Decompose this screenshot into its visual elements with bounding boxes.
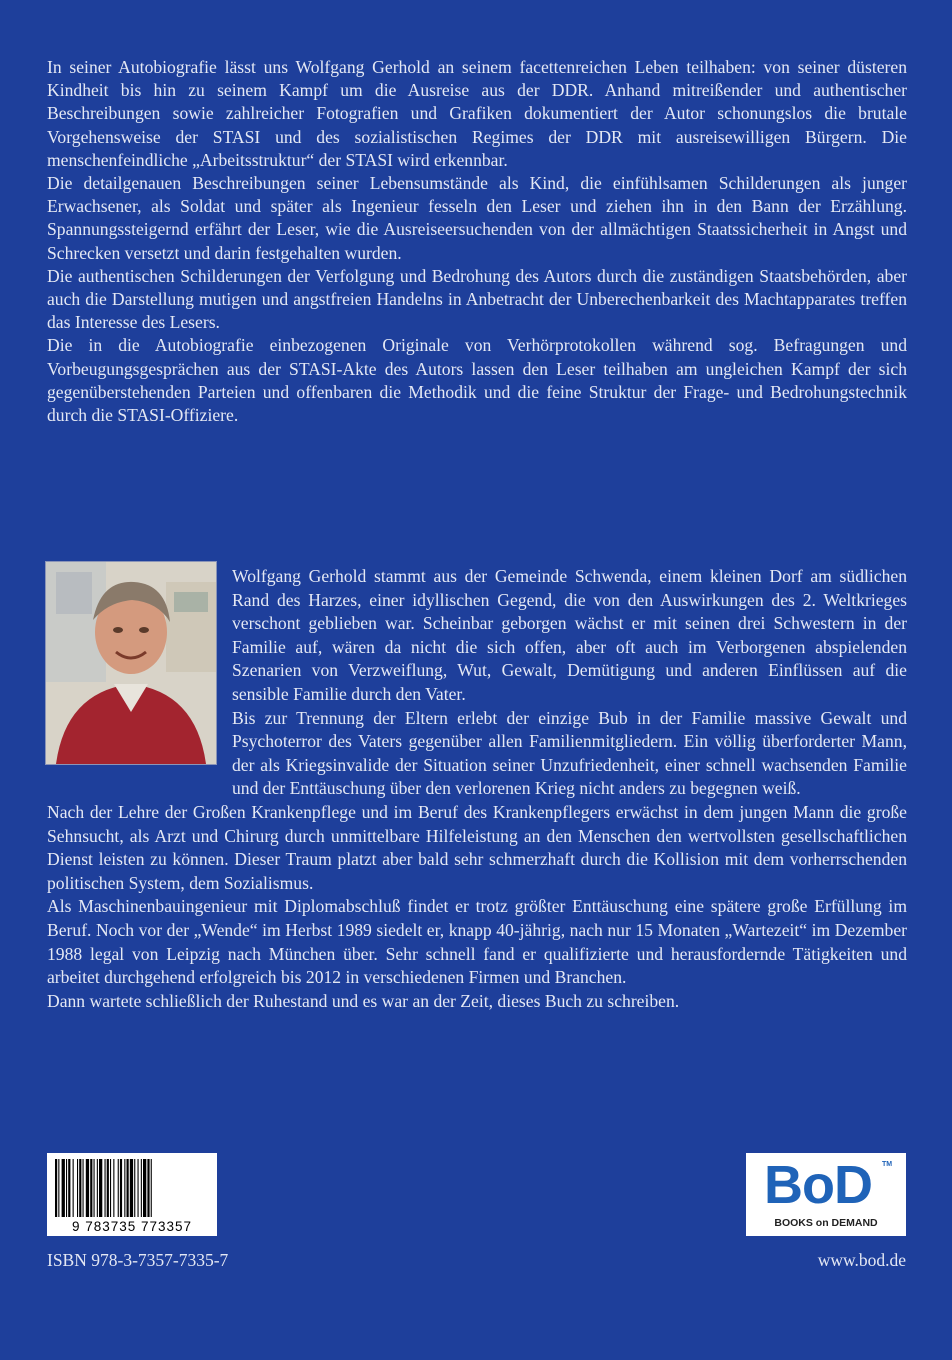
barcode-bar	[86, 1159, 89, 1217]
barcode-bar	[113, 1159, 114, 1217]
barcode-bar	[68, 1159, 70, 1217]
blurb-paragraph: In seiner Autobiografie lässt uns Wolfgang Gerhold an seinem facettenreichen Leben teilhaben: von seiner düsteren Kindheit bis hin zu seinem Kampf um die Ausreise aus der DDR. Anhand mitreißender und authentischer Beschreibungen sowie zahlreicher Fotografien und Grafiken dokumentiert der Autor schonungslos die brutale Vorgehensweise der STASI und des sozialistischen Regimes der DDR mit ausreisewilligen Bürgern. Die menschenfeindliche „Arbeitsstruktur“ der STASI wird erkennbar.	[47, 57, 907, 170]
author-bio	[47, 565, 907, 1013]
barcode-bar	[66, 1159, 67, 1217]
barcode-bar	[110, 1159, 111, 1217]
barcode-bar	[77, 1159, 78, 1217]
bio-paragraph: Bis zur Trennung der Eltern erlebt der einzige Bub in der Familie massive Gewalt und Psychoterror des Vaters gegenüber allen Familienmitgliedern. Ein völlig überforderter Mann, der als Kriegsinvalide der Situation seiner Unzufriedenheit, einer schnell wachsenden Familie und der Enttäuschung über den verlorenen Krieg nicht anders zu begegnen weiß.	[232, 707, 907, 799]
barcode-bar	[134, 1159, 135, 1217]
bio-paragraph: Dann wartete schließlich der Ruhestand und es war an der Zeit, dieses Buch zu schreiben.	[47, 990, 680, 1011]
barcode	[47, 1153, 217, 1236]
barcode-bar	[107, 1159, 109, 1217]
barcode-bar	[124, 1159, 125, 1217]
blurb-paragraph: Die in die Autobiografie einbezogenen Originale von Verhörprotokollen während sog. Befragungen und Vorbeugungsgesprächen aus der STASI-Akte des Autors lassen den Leser teilhaben am ungleichen Kampf der sich gegenüberstehenden Parteien und offenbaren die Methodik und die feine Struktur der Frage- und Bedrohungstechnik durch die STASI-Offiziere.	[47, 335, 907, 426]
barcode-bar	[118, 1159, 119, 1217]
barcode-bar	[73, 1159, 74, 1217]
barcode-bar	[143, 1159, 146, 1217]
blurb-paragraph: Die detailgenauen Beschreibungen seiner Lebensumstände als Kind, die einfühlsamen Schilderungen als junger Erwachsener, als Soldat und später als Ingenieur fesseln den Leser und ziehen ihn in den Bann der Erzählung. Spannungssteigernd erfährt der Leser, wie die Ausreiseersuchenden von der allmächtigen Staatssicherheit in Angst und Schrecken versetzt und darin festgehalten wurden.	[47, 173, 907, 263]
bod-logo-sub: BOOKS on DEMAND	[774, 1217, 878, 1229]
barcode-bar	[120, 1159, 122, 1217]
barcode-bar	[141, 1159, 142, 1217]
barcode-digits: 9 783735 773357	[71, 1219, 193, 1234]
barcode-bar	[127, 1159, 129, 1217]
bod-logo	[746, 1153, 906, 1236]
barcode-bar	[97, 1159, 98, 1217]
website-url: www.bod.de	[817, 1250, 906, 1270]
barcode-bar	[62, 1159, 65, 1217]
blurb-text	[47, 56, 907, 427]
bio-paragraph: Nach der Lehre der Großen Krankenpflege und im Beruf des Krankenpflegers erwächst in dem jungen Mann die große Sehnsucht, als Arzt und Chirurg durch unmittelbare Hilfeleistung an den Menschen den wertvollsten gesellschaftlichen Dienst leisten zu können. Dieser Traum platzt aber bald sehr schmerzhaft durch die Kollision mit dem vorherrschenden politischen System, dem Sozialismus.	[47, 801, 907, 893]
bod-logo-main: BoD	[764, 1155, 872, 1215]
barcode-bar	[90, 1159, 92, 1217]
isbn: ISBN 978-3-7357-7335-7	[47, 1250, 229, 1270]
barcode-bar	[151, 1159, 152, 1217]
barcode-bar	[105, 1159, 106, 1217]
barcode-bar	[55, 1159, 57, 1217]
bod-logo-tm: TM	[882, 1161, 893, 1168]
bio-paragraph: Wolfgang Gerhold stammt aus der Gemeinde Schwenda, einem kleinen Dorf am südlichen Rand des Harzes, einer idyllischen Gegend, die von den Auswirkungen des 2. Weltkrieges verschont geblieben war. Scheinbar geborgen wächst er mit seinen drei Schwestern in der Familie auf, wären da nicht die sich offen, aber oft auch im Verborgenen abspielenden Szenarien von Verzweiflung, Wut, Gewalt, Demütigung und anderen Einflüssen auf die sensible Familie durch den Vater.	[232, 566, 907, 704]
barcode-bar	[83, 1159, 84, 1217]
barcode-bar	[79, 1159, 81, 1217]
barcode-bar	[130, 1159, 133, 1217]
blurb-paragraph: Die authentischen Schilderungen der Verfolgung und Bedrohung des Autors durch die zuständigen Staatsbehörden, aber auch die Darstellung mutigen und angstfreien Handelns in Anbetracht der Unberechenbarkeit des Machtapparates treffen das Interesse des Lesers.	[47, 265, 907, 333]
barcode-bar	[58, 1159, 59, 1217]
barcode-bar	[94, 1159, 95, 1217]
barcode-bar	[138, 1159, 139, 1217]
bio-paragraph: Als Maschinenbauingenieur mit Diplomabschluß findet er trotz größter Enttäuschung eine spätere große Erfüllung im Beruf. Noch vor der „Wende“ im Herbst 1989 siedelt er, knapp 40-jährig, nach nur 15 Monaten „Wartezeit“ im Dezember 1988 legal von Leipzig nach München über. Sehr schnell fand er qualifizierte und herausfordernde Tätigkeiten und arbeitet durchgehend erfolgreich bis 2012 in verschiedenen Firmen und Branchen.	[47, 896, 907, 988]
barcode-bar	[147, 1159, 149, 1217]
barcode-bar	[99, 1159, 102, 1217]
